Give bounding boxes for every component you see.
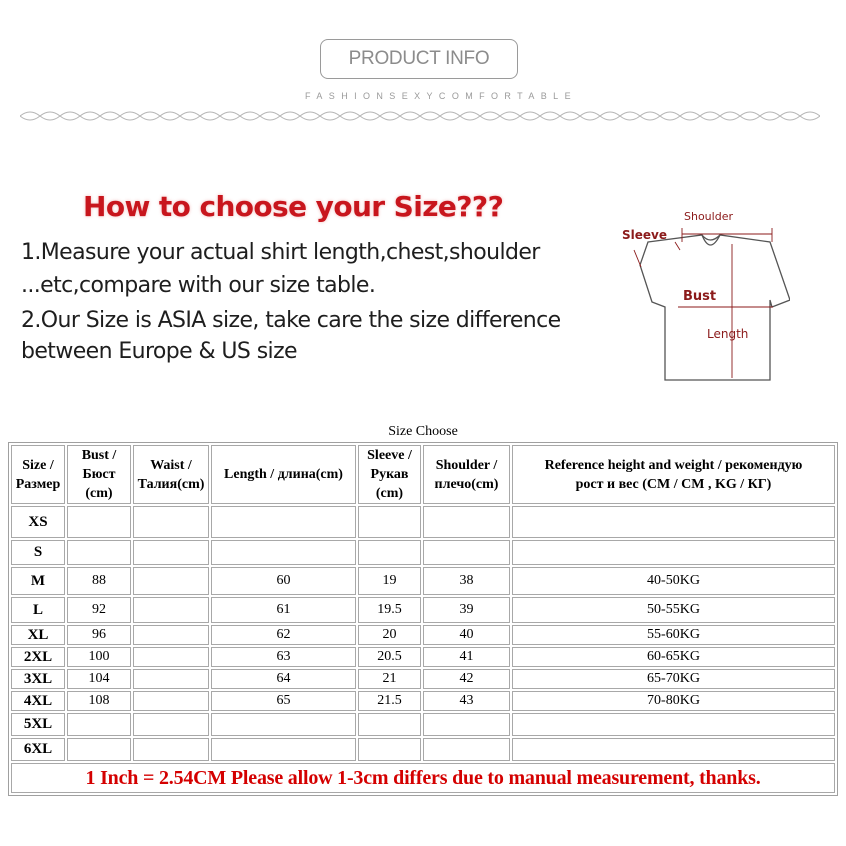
table-row — [11, 738, 835, 761]
size-cell: 3XL — [11, 669, 65, 689]
bust-label: Bust — [683, 289, 717, 304]
length-cell: 64 — [211, 669, 356, 689]
shoulder-cell: 42 — [423, 669, 510, 689]
instruction-line-1: 1.Measure your actual shirt length,chest,shoulder — [21, 240, 540, 265]
reference-cell: 60-65KG — [512, 647, 835, 667]
waist-cell — [133, 506, 209, 538]
size-cell: L — [11, 597, 65, 623]
sleeve-label: Sleeve — [622, 228, 667, 242]
waist-cell — [133, 625, 209, 645]
size-table-caption: Size Choose — [388, 424, 458, 439]
sleeve-cell: 20 — [358, 625, 421, 645]
length-label: Length — [707, 327, 749, 341]
bust-cell: 88 — [67, 567, 131, 595]
reference-cell: 70-80KG — [512, 691, 835, 711]
size-guide-headline: How to choose your Size??? — [83, 190, 504, 223]
waist-cell — [133, 647, 209, 667]
shoulder-cell — [423, 738, 510, 761]
header-length: Length / длина(cm) — [211, 445, 356, 504]
wave-divider — [20, 108, 820, 124]
size-cell: XL — [11, 625, 65, 645]
table-row — [11, 597, 835, 623]
instruction-line-4: between Europe & US size — [21, 339, 297, 364]
bust-cell — [67, 540, 131, 565]
length-cell: 63 — [211, 647, 356, 667]
instruction-line-3: 2.Our Size is ASIA size, take care the size difference — [21, 308, 561, 333]
shoulder-cell — [423, 713, 510, 736]
reference-cell — [512, 738, 835, 761]
length-cell — [211, 540, 356, 565]
sleeve-cell: 21 — [358, 669, 421, 689]
shoulder-cell — [423, 540, 510, 565]
bust-cell: 96 — [67, 625, 131, 645]
table-row — [11, 540, 835, 565]
shoulder-cell: 39 — [423, 597, 510, 623]
reference-cell — [512, 506, 835, 538]
reference-cell: 40-50KG — [512, 567, 835, 595]
size-table — [8, 442, 838, 796]
shoulder-cell: 38 — [423, 567, 510, 595]
table-header-row — [11, 445, 835, 504]
bust-cell: 100 — [67, 647, 131, 667]
waist-cell — [133, 669, 209, 689]
length-cell: 65 — [211, 691, 356, 711]
reference-cell: 55-60KG — [512, 625, 835, 645]
sleeve-cell: 19 — [358, 567, 421, 595]
sleeve-cell — [358, 506, 421, 538]
sleeve-cell: 21.5 — [358, 691, 421, 711]
shoulder-cell: 40 — [423, 625, 510, 645]
table-row — [11, 506, 835, 538]
reference-cell — [512, 713, 835, 736]
footnote-row — [11, 763, 835, 793]
table-row — [11, 669, 835, 689]
sleeve-cell: 19.5 — [358, 597, 421, 623]
table-row — [11, 625, 835, 645]
reference-cell: 50-55KG — [512, 597, 835, 623]
table-row — [11, 647, 835, 667]
bust-cell: 92 — [67, 597, 131, 623]
sleeve-cell — [358, 540, 421, 565]
product-info-title: PRODUCT INFO — [348, 48, 490, 69]
size-cell: 5XL — [11, 713, 65, 736]
size-cell: XS — [11, 506, 65, 538]
bust-cell: 104 — [67, 669, 131, 689]
header-bust: Bust / Бюст (cm) — [67, 445, 131, 504]
size-cell: M — [11, 567, 65, 595]
size-cell: 6XL — [11, 738, 65, 761]
length-cell — [211, 713, 356, 736]
size-cell: 4XL — [11, 691, 65, 711]
bust-cell: 108 — [67, 691, 131, 711]
waist-cell — [133, 691, 209, 711]
shoulder-label: Shoulder — [684, 210, 733, 223]
header-reference: Reference height and weight / рекомендую рост и вес (CM / CM , KG / КГ) — [512, 445, 835, 504]
measurement-footnote: 1 Inch = 2.54CM Please allow 1-3cm differs due to manual measurement, thanks. — [11, 763, 835, 793]
product-info-banner — [320, 39, 518, 79]
bust-cell — [67, 738, 131, 761]
header-shoulder: Shoulder / плечо(cm) — [423, 445, 510, 504]
length-cell: 62 — [211, 625, 356, 645]
bust-cell — [67, 506, 131, 538]
reference-cell — [512, 540, 835, 565]
bust-cell — [67, 713, 131, 736]
shoulder-cell — [423, 506, 510, 538]
brand-tagline: FASHIONSEXYCOMFORTABLE — [305, 91, 577, 101]
waist-cell — [133, 738, 209, 761]
length-cell — [211, 738, 356, 761]
header-size: Size / Размер — [11, 445, 65, 504]
length-cell — [211, 506, 356, 538]
instruction-line-2: ...etc,compare with our size table. — [21, 273, 376, 298]
length-cell: 60 — [211, 567, 356, 595]
size-cell: S — [11, 540, 65, 565]
reference-cell: 65-70KG — [512, 669, 835, 689]
length-cell: 61 — [211, 597, 356, 623]
header-sleeve: Sleeve / Рукав (cm) — [358, 445, 421, 504]
shoulder-cell: 43 — [423, 691, 510, 711]
header-waist: Waist / Талия(cm) — [133, 445, 209, 504]
waist-cell — [133, 713, 209, 736]
tshirt-measurement-diagram — [610, 200, 790, 385]
table-row — [11, 567, 835, 595]
sleeve-cell: 20.5 — [358, 647, 421, 667]
waist-cell — [133, 567, 209, 595]
sleeve-cell — [358, 713, 421, 736]
waist-cell — [133, 540, 209, 565]
shoulder-cell: 41 — [423, 647, 510, 667]
sleeve-cell — [358, 738, 421, 761]
table-row — [11, 691, 835, 711]
size-cell: 2XL — [11, 647, 65, 667]
waist-cell — [133, 597, 209, 623]
table-row — [11, 713, 835, 736]
